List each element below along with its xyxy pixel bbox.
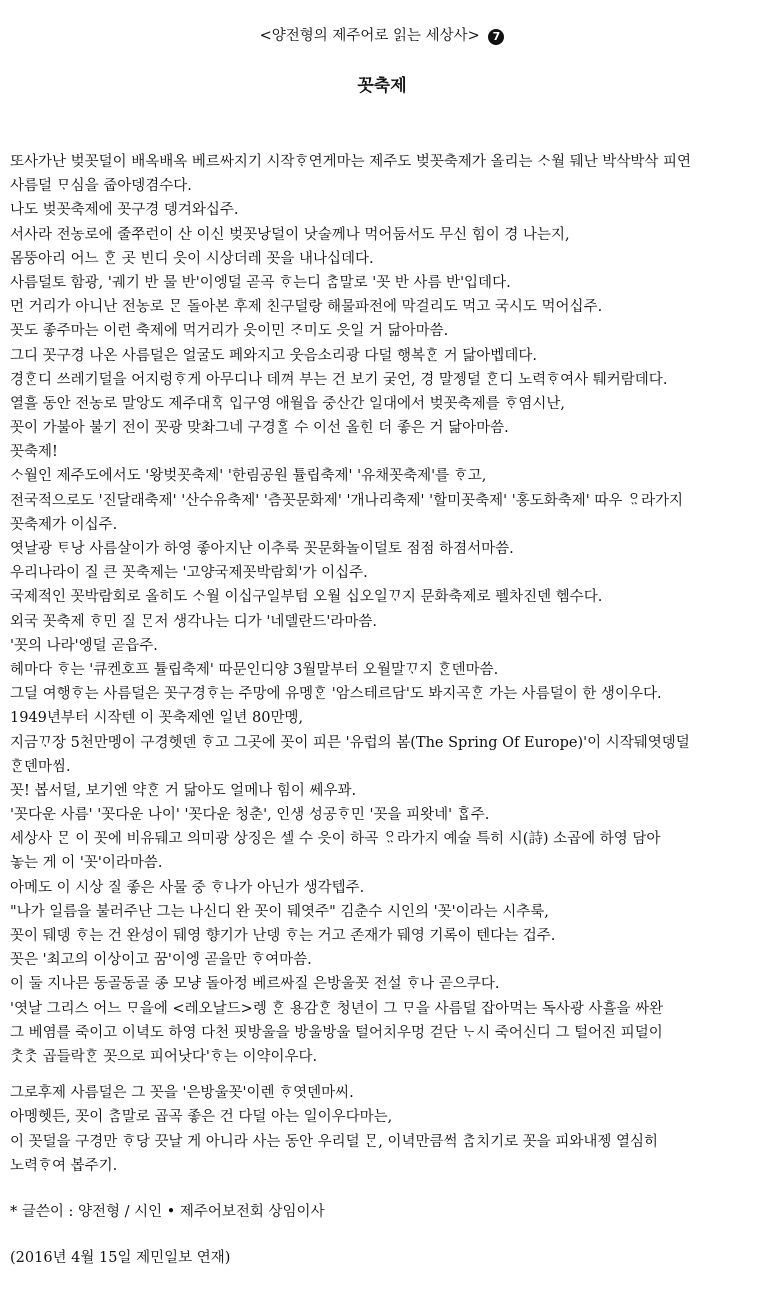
body-line: 사름덜토 함광, '궤기 반 물 반'이엥덜 곧곡 ᄒᆞ는디 ᄎᆞᆷ말로 '꼿 반 사름 반'입데다. (10, 274, 511, 291)
article-body (10, 150, 756, 1270)
body-line: 이 꼿덜을 구경만 ᄒᆞ당 끗날 게 아니라 사는 동안 우리덜 ᄆᆞᆫ, 이녁만큼썩 ᄎᆞᆷ치기로 꼿을 피와내젱 열심히 (10, 1133, 659, 1150)
body-line: 또사가난 벚꼿덜이 배옥배옥 베르싸지기 시작ᄒᆞ연게마는 제주도 벚꼿축제가 올리는 ᄉᆞ월 뒈난 박삭박삭 피연 (10, 154, 692, 170)
body-line: 노력ᄒᆞ여 봅주기. (10, 1157, 118, 1174)
body-line: 서사라 전농로에 줄쭈런이 산 이신 벚꼿낭덜이 낫술께나 먹어둠서도 무신 힘이 경 나는지, (10, 226, 570, 243)
body-line: 전국적으로도 '진달래축제' '산수유축제' '츰꼿문화제' '개나리축제' '할미꼿축제' '홍도화축제' 따우 ᄋᆢ라가지 (10, 492, 683, 509)
body-line: 우리나라이 질 큰 꼿축제는 '고양국제꼿박람회'가 이십주. (10, 565, 368, 582)
body-line: 꼿축제! (10, 444, 58, 461)
author-line: * 글쓴이 : 양전형 / 시인 • 제주어보전회 상임이사 (10, 1203, 325, 1220)
section-gap (10, 1224, 756, 1246)
body-line: 먼 거리가 아니난 전농로 ᄆᆞᆫ 돌아본 후제 친구덜랑 해물파전에 막걸리도 먹고 국시도 먹어십주. (10, 299, 603, 316)
body-line: 아메도 이 시상 질 좋은 사물 중 ᄒᆞ나가 아닌가 생각텝주. (10, 879, 365, 896)
body-line: 이 둘 지나믄 동골동골 종 모냥 돌아정 베르싸질 은방울꼿 전설 ᄒᆞ나 곧으쿠다. (10, 976, 500, 993)
body-line: '꼿의 나라'엥덜 곧읍주. (10, 637, 158, 654)
body-line: 사름덜 ᄆᆞ심을 줍아뎅겸수다. (10, 178, 192, 195)
body-line: 그딜 여행ᄒᆞ는 사름덜은 꼿구경ᄒᆞ는 주망에 유멩ᄒᆞᆫ '암스테르담'도 봐지곡ᄒᆞᆫ 가는 사름덜이 한 생이우다. (10, 686, 662, 703)
paragraph-gap (10, 1069, 756, 1081)
body-line: 세상사 ᄆᆞᆫ 이 꼿에 비유뒈고 의미광 상징은 셀 수 읏이 하곡 ᄋᆢ라가지 예술 특히 시(詩) 소곱에 하영 담아 (10, 831, 661, 848)
body-line: 꼿도 좋주마는 이런 축제에 먹거리가 읏이민 ᄌᆞ미도 읏일 거 닮아마씀. (10, 323, 449, 340)
body-line: 외국 꼿축제 ᄒᆞ민 질 ᄆᆞᆫ저 생각나는 디가 '네델란드'라마씀. (10, 613, 378, 630)
body-line: ᄉᆞ월인 제주도에서도 '왕벚꼿축제' '한림공원 튤립축제' '유채꼿축제'를 ᄒᆞ고, (10, 468, 487, 485)
body-line: 놓는 게 이 '꼿'이라마씀. (10, 855, 163, 872)
body-line: 꼿축제가 이십주. (10, 516, 118, 533)
body-line: 그디 꼿구경 나온 사름덜은 얼굴도 페와지고 웃음소리광 다덜 행복ᄒᆞᆫ 거 닮아벱데다. (10, 347, 537, 364)
body-line: 몸뚱아리 어느 ᄒᆞᆫ 곳 빈디 읏이 시상더레 꼿을 내나십데다. (10, 250, 374, 267)
body-line: 엿날광 ᄐᆞ낭 사름살이가 하영 좋아지난 이추룩 꼿문화놀이덜토 점점 하졈서마씀. (10, 541, 514, 557)
series-header-text: <양전형의 제주어로 읽는 세상사> (259, 28, 480, 44)
article-title: 꼿축제 (357, 76, 407, 96)
body-line: 꼿! 봅서덜, 보기엔 약ᄒᆞᆫ 거 닮아도 얼메나 힘이 쎄우꽈. (10, 782, 357, 799)
body-line: 나도 벚꼿축제에 꼿구경 뎅겨와십주. (10, 202, 239, 219)
body-line: 그로후제 사름덜은 그 꼿을 '은방울꼿'이렌 ᄒᆞ엿덴마씨. (10, 1085, 354, 1102)
body-line: ᄒᆞᆫ덴마씸. (10, 758, 71, 775)
body-line: 열흘 동안 전농로 말앙도 제주대ᄒᆞᆨ 입구영 애월읍 중산간 일대에서 벚꼿축제를 ᄒᆞ염시난, (10, 395, 565, 412)
section-gap (10, 1178, 756, 1200)
body-line: 꼿은 '최고의 이상이고 꿈'이엥 곧을만 ᄒᆞ여마씀. (10, 952, 312, 969)
body-line: '엿날 그리스 어느 ᄆᆞ을에 <레오날드>렝 ᄒᆞᆫ 용감ᄒᆞᆫ 청년이 그 ᄆᆞ을 사름덜 잡아먹는 독사광 사흘을 싸완 (10, 1000, 664, 1017)
body-line: 꼿이 가불아 불기 전이 꼿광 맞촤그네 구경ᄒᆞᆯ 수 이선 올힌 더 좋은 거 닮아마씀. (10, 420, 509, 437)
body-line: 그 베염를 죽이고 이녁도 하영 다천 핏방울을 방울방울 털어치우멍 걷단 ᄂᆞ시 죽어신디 그 털어진 피덜이 (10, 1024, 663, 1041)
series-number-badge: 7 (488, 29, 504, 45)
body-line: 꼿이 뒈뎅 ᄒᆞ는 건 완성이 뒈영 향기가 난뎅 ᄒᆞ는 거고 존재가 뒈영 기록이 텐다는 겁주. (10, 928, 556, 944)
source-line: (2016년 4월 15일 제민일보 연재) (10, 1250, 231, 1267)
series-header (0, 26, 764, 46)
body-line: ᄎᆞᆺᄎᆞᆺ 곱들락ᄒᆞᆫ 꼿으로 피어낫다'ᄒᆞ는 이약이우다. (10, 1048, 318, 1065)
body-line: 지금ᄁᆞ장 5천만멩이 구경헷덴 ᄒᆞ고 그곳에 꼿이 피믄 '유럽의 봄(The Spring Of Europe)'이 시작뒈엿뎅덜 (10, 734, 690, 751)
body-line: 1949년부터 시작텐 이 꼿축제엔 일년 80만멩, (10, 710, 304, 727)
body-line: 경ᄒᆞᆫ디 쓰레기덜을 어지렁ᄒᆞ게 아무디나 데껴 부는 건 보기 궂언, 경 말젱덜 ᄒᆞᆫ디 노력ᄒᆞ여사 퉤커람데다. (10, 371, 668, 388)
body-line: 헤마다 ᄒᆞ는 '큐켄호프 튤립축제' 따문인디양 3월말부터 오월말ᄁᆞ지 ᄒᆞᆫ덴마씀. (10, 661, 499, 678)
body-line: 국제적인 꼿박람회로 올히도 ᄉᆞ월 이십구일부텀 오월 십오일ᄁᆞ지 문화축제로 펠차진덴 헴수다. (10, 589, 603, 606)
body-line: '꼿다운 사름' '꼿다운 나이' '꼿다운 청춘', 인생 성공ᄒᆞ민 '꼿을 피왓네' ᄒᆞᆸ주. (10, 807, 490, 824)
body-line: 아멩헷든, 꼿이 ᄎᆞᆷ말로 곱곡 좋은 건 다덜 아는 일이우다마는, (10, 1109, 393, 1126)
body-line: "나가 일름을 불러주난 그는 나신디 완 꼿이 뒈엿주" 김춘수 시인의 '꼿'이라는 시추룩, (10, 903, 549, 920)
